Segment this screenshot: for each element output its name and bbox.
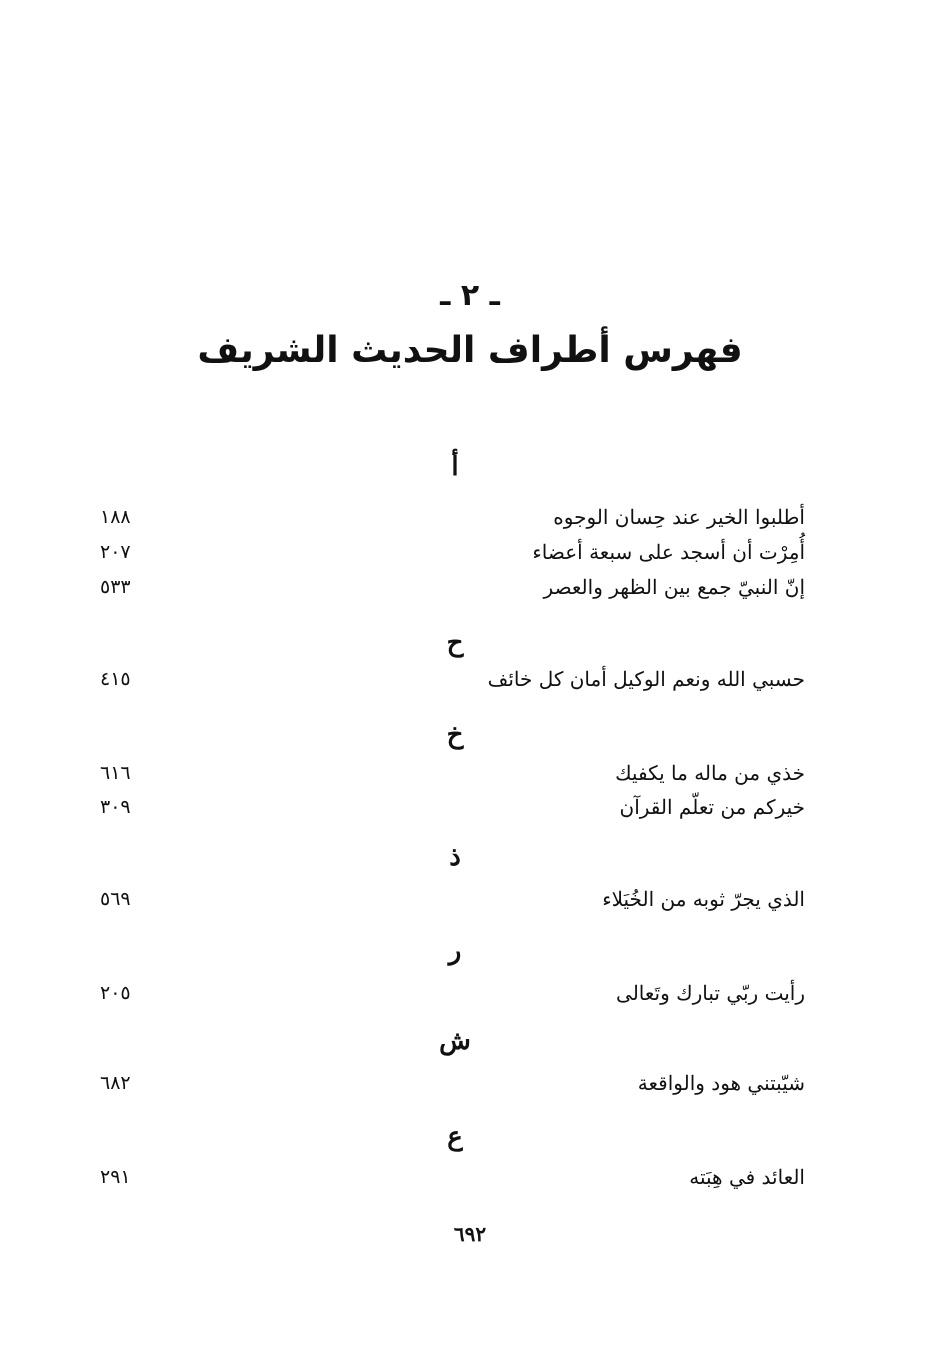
section-letter: خ	[446, 720, 464, 750]
list-item	[100, 882, 805, 916]
page-ref: ٢٠٥	[100, 982, 131, 1004]
page-ref: ٦٨٢	[100, 1072, 131, 1094]
hadith-text: خيركم من تعلّم القرآن	[619, 795, 805, 819]
hadith-text: الذي يجرّ ثوبه من الخُيَلاء	[602, 887, 805, 911]
page-ref: ١٨٨	[100, 506, 131, 528]
list-item	[100, 1066, 805, 1100]
hadith-text: أطلبوا الخير عند حِسان الوجوه	[553, 505, 805, 529]
list-item	[100, 976, 805, 1010]
section-letter: ش	[439, 1026, 471, 1056]
section-letter: ذ	[449, 842, 461, 872]
hadith-text: العائد في هِبَته	[689, 1165, 805, 1189]
page-title: فهرس أطراف الحديث الشريف	[197, 330, 743, 371]
hadith-text: حسبي الله ونعم الوكيل أمان كل خائف	[487, 667, 805, 691]
section-letter: أ	[451, 452, 459, 482]
hadith-text: أُمِرْت أن أسجد على سبعة أعضاء	[532, 540, 805, 564]
list-item	[100, 535, 805, 569]
page-ref: ٤١٥	[100, 668, 131, 690]
list-item	[100, 500, 805, 534]
hadith-text: شيّبتني هود والواقعة	[637, 1071, 805, 1095]
section-number: ـ ٢ ـ	[440, 278, 500, 313]
page-ref: ٣٠٩	[100, 796, 131, 818]
page-ref: ٢٠٧	[100, 541, 131, 563]
list-item	[100, 756, 805, 790]
page-ref: ٦١٦	[100, 762, 131, 784]
list-item	[100, 1160, 805, 1194]
section-letter: ر	[448, 936, 462, 966]
section-letter: ع	[447, 1122, 463, 1152]
page-ref: ٥٣٣	[100, 576, 131, 598]
section-letter: ح	[446, 628, 464, 658]
page-ref: ٢٩١	[100, 1166, 131, 1188]
page-number: ٦٩٢	[453, 1222, 487, 1246]
list-item	[100, 662, 805, 696]
hadith-text: إنّ النبيّ جمع بين الظهر والعصر	[543, 575, 805, 599]
page-ref: ٥٦٩	[100, 888, 131, 910]
list-item	[100, 790, 805, 824]
hadith-text: رأيت ربّي تبارك وتَعالى	[616, 981, 805, 1005]
hadith-text: خذي من ماله ما يكفيك	[615, 761, 805, 785]
list-item	[100, 570, 805, 604]
